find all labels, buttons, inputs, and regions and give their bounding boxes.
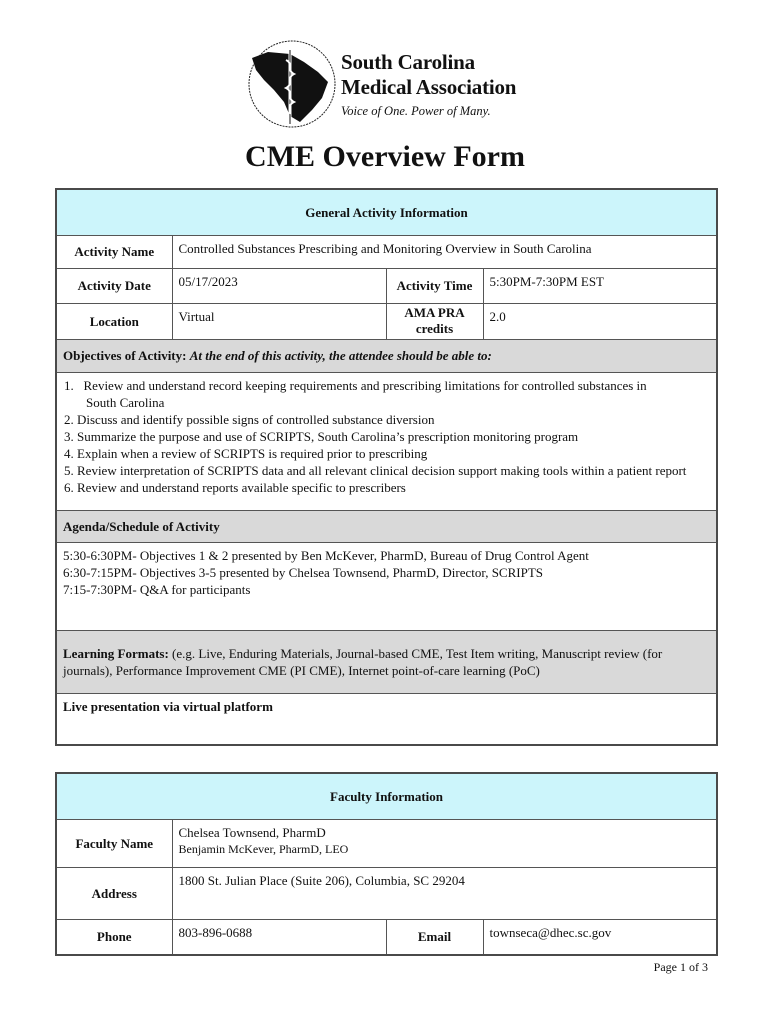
faculty-name-1: Chelsea Townsend, PharmD [178, 824, 326, 840]
address-label: Address [56, 867, 172, 919]
general-activity-header: General Activity Information [56, 189, 717, 235]
learning-formats-label: Learning Formats: [63, 645, 169, 661]
objective-item: 1. Review and understand record keeping requirements and prescribing limitations for controlled substances in [64, 377, 647, 393]
objective-item: South Carolina [86, 394, 165, 410]
logo-text [341, 50, 516, 120]
location-value: Virtual [172, 303, 386, 339]
logo-tagline: Voice of One. Power of Many. [341, 104, 491, 118]
faculty-table [55, 772, 718, 956]
activity-name-value: Controlled Substances Prescribing and Monitoring Overview in South Carolina [172, 235, 717, 268]
location-label: Location [56, 303, 172, 339]
agenda-item: 6:30-7:15PM- Objectives 3-5 presented by Chelsea Townsend, PharmD, Director, SCRIPTS [63, 564, 543, 580]
activity-time-value: 5:30PM-7:30PM EST [483, 268, 717, 303]
credits-value: 2.0 [483, 303, 717, 339]
activity-time-label: Activity Time [386, 268, 483, 303]
phone-label: Phone [56, 919, 172, 955]
agenda-item: 7:15-7:30PM- Q&A for participants [63, 581, 251, 597]
general-activity-table [55, 188, 718, 746]
faculty-name-2: Benjamin McKever, PharmD, LEO [178, 841, 349, 856]
faculty-header: Faculty Information [56, 773, 717, 819]
objective-item: 6. Review and understand reports available specific to prescribers [64, 479, 406, 495]
learning-format-value: Live presentation via virtual platform [56, 693, 717, 745]
learning-formats-text: (e.g. Live, Enduring Materials, Journal-based CME, Test Item writing, Manuscript review (for journals), Performance Improvement CME (PI CME), Internet point-of-care learning (PoC) [63, 645, 663, 678]
logo-line-1: South Carolina [341, 50, 475, 74]
south-carolina-state-icon [246, 38, 338, 130]
learning-formats-row [56, 630, 717, 693]
email-label: Email [386, 919, 483, 955]
faculty-name-label: Faculty Name [56, 819, 172, 867]
objectives-header [56, 339, 717, 372]
objective-item: 4. Explain when a review of SCRIPTS is required prior to prescribing [64, 445, 428, 461]
logo-line-2: Medical Association [341, 75, 517, 99]
agenda-header: Agenda/Schedule of Activity [56, 510, 717, 542]
agenda-list [56, 542, 717, 630]
activity-date-value: 05/17/2023 [172, 268, 386, 303]
page-number: Page 1 of 3 [653, 960, 708, 974]
objectives-label: Objectives of Activity: [63, 348, 187, 363]
email-value: townseca@dhec.sc.gov [483, 919, 717, 955]
page-title: CME Overview Form [245, 140, 525, 173]
credits-label: AMA PRA credits [386, 303, 483, 339]
objective-item: 3. Summarize the purpose and use of SCRIPTS, South Carolina’s prescription monitoring program [64, 428, 579, 444]
address-value: 1800 St. Julian Place (Suite 206), Columbia, SC 29204 [172, 867, 717, 919]
phone-value: 803-896-0688 [172, 919, 386, 955]
scma-logo [246, 38, 536, 130]
objective-item: 2. Discuss and identify possible signs of controlled substance diversion [64, 411, 435, 427]
activity-name-label: Activity Name [56, 235, 172, 268]
objective-item: 5. Review interpretation of SCRIPTS data and all relevant clinical decision support making tools within a patient report [64, 462, 687, 478]
activity-date-label: Activity Date [56, 268, 172, 303]
faculty-name-value [172, 819, 717, 867]
agenda-item: 5:30-6:30PM- Objectives 1 & 2 presented by Ben McKever, PharmD, Bureau of Drug Control Agent [63, 547, 589, 563]
objectives-list [56, 372, 717, 510]
objectives-intro: At the end of this activity, the attendee should be able to: [189, 348, 492, 363]
